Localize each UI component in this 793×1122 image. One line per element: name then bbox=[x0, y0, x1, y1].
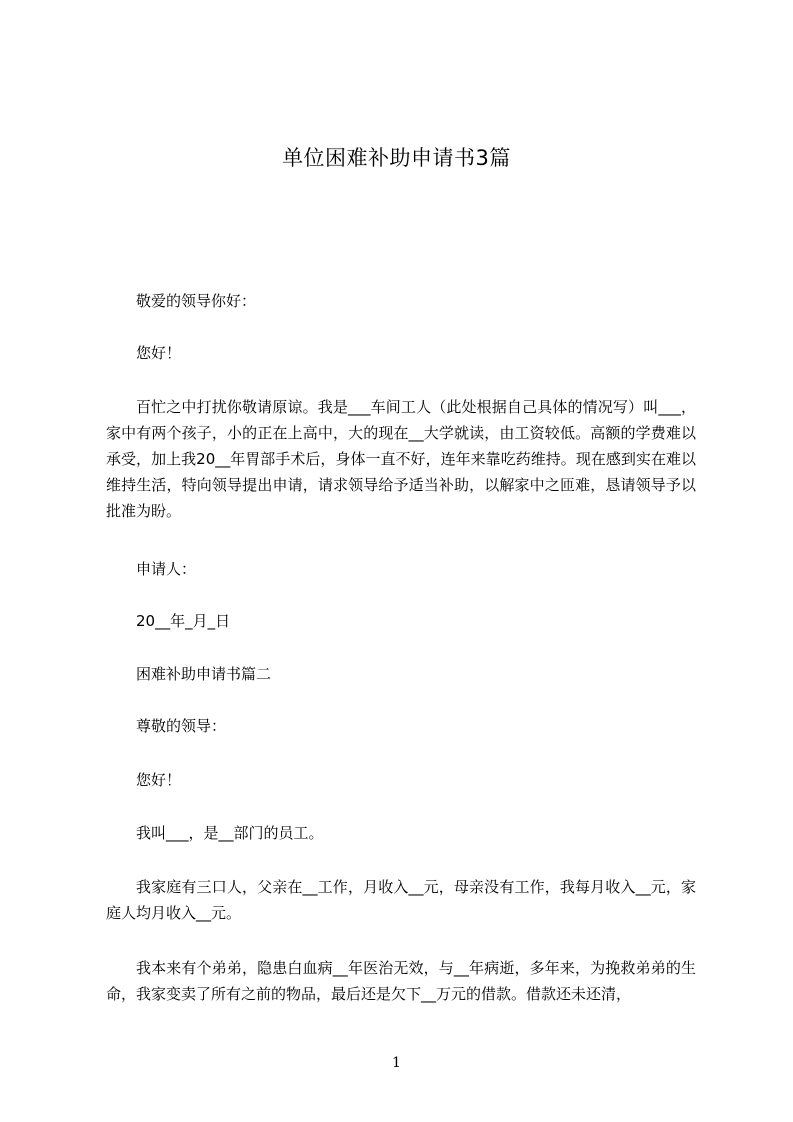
applicant-label: 申请人： bbox=[136, 560, 197, 578]
greeting: 您好！ bbox=[136, 344, 182, 362]
greeting-2: 您好！ bbox=[136, 771, 182, 789]
document-title: 单位困难补助申请书3篇 bbox=[282, 146, 511, 170]
paragraph-brother: 我本来有个弟弟，隐患白血病__年医治无效，与__年病逝，多年来，为挽救弟弟的生命，我家变卖了所有之前的物品，最后还是欠下__万元的借款。借款还未还清， bbox=[106, 959, 696, 1003]
date-line: 20__年_月_日 bbox=[136, 612, 231, 630]
section-heading-2: 困难补助申请书篇二 bbox=[136, 665, 272, 683]
paragraph-introduction: 我叫___，是__部门的员工。 bbox=[136, 824, 324, 842]
salutation-2: 尊敬的领导： bbox=[136, 717, 227, 735]
paragraph-request: 百忙之中打扰你敬请原谅。我是___车间工人（此处根据自己具体的情况写）叫___，家中有两个孩子，小的正在上高中，大的现在__大学就读，由工资较低。高额的学费难以承受，加上我20__年胃部手术后，身体一直不好，连年来靠吃药维持。现在感到实在难以维持生活，特向领导提出申请，请求领导给予适当补助，以解家中之匝难，恳请领导予以批准为盼。 bbox=[106, 398, 696, 520]
page-number: 1 bbox=[392, 1055, 401, 1071]
salutation: 敬爱的领导你好： bbox=[136, 292, 257, 310]
paragraph-family: 我家庭有三口人，父亲在__工作，月收入__元，母亲没有工作，我每月收入__元，家庭人均月收入__元。 bbox=[106, 878, 696, 922]
